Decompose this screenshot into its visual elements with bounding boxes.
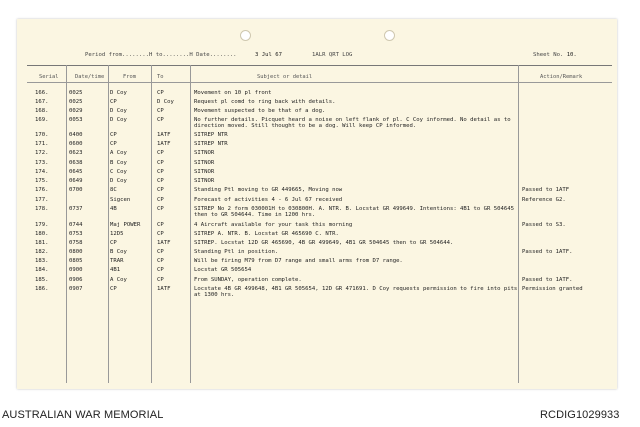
cell-from: 8C	[110, 187, 117, 193]
cell-serial: 169.	[35, 117, 49, 123]
cell-subject: SITREP. Locstat 12D GR 465690, 4B GR 499649, 4B1 GR 504645 then to GR 504644.	[194, 240, 454, 246]
col-date-time: Date/time	[75, 74, 105, 80]
cell-from: C Coy	[110, 169, 127, 175]
cell-date-time: 0744	[69, 222, 83, 228]
cell-date-time: 0900	[69, 267, 83, 273]
cell-from: CP	[110, 141, 117, 147]
cell-subject: SITNOR	[194, 178, 215, 184]
period-line	[85, 52, 237, 58]
cell-serial: 183.	[35, 258, 49, 264]
cell-subject: SITREP No 2 form 030001H to 030800H. A. NTR. B. Locstat GR 499649. Intentions: 4B1 to GR 504645 then to GR 504644. Time in 1200 hrs.	[194, 206, 514, 219]
cell-serial: 180.	[35, 231, 49, 237]
cell-subject: Standing Ptl in position.	[194, 249, 279, 255]
cell-serial: 177.	[35, 197, 49, 203]
cell-subject: SITNOR	[194, 169, 215, 175]
cell-subject: Will be firing M79 from D7 range and small arms from D7 range.	[194, 258, 403, 264]
cell-date-time: 0029	[69, 108, 83, 114]
cell-to: CP	[157, 150, 164, 156]
cell-to: CP	[157, 90, 164, 96]
cell-date-time: 0907	[69, 286, 83, 292]
cell-subject: Movement on 10 pl front	[194, 90, 272, 96]
cell-serial: 173.	[35, 160, 49, 166]
cell-to: CP	[157, 108, 164, 114]
table-row	[17, 206, 617, 219]
cell-to: CP	[157, 187, 164, 193]
cell-from: D Coy	[110, 90, 127, 96]
cell-to: CP	[157, 222, 164, 228]
cell-date-time: 0600	[69, 141, 83, 147]
cell-from: 4B1	[110, 267, 121, 273]
cell-subject: Request pl comd to ring back with details.	[194, 99, 336, 105]
cell-from: A Coy	[110, 150, 127, 156]
col-to: To	[157, 74, 164, 80]
cell-serial: 178.	[35, 206, 49, 212]
table-row	[17, 286, 617, 299]
cell-serial: 186.	[35, 286, 49, 292]
col-action: Action/Remark	[540, 74, 583, 80]
cell-serial: 181.	[35, 240, 49, 246]
cell-to: 1ATF	[157, 240, 171, 246]
footer-source: AUSTRALIAN WAR MEMORIAL	[2, 409, 164, 421]
cell-date-time: 0053	[69, 117, 83, 123]
cell-from: CP	[110, 286, 117, 292]
cell-serial: 176.	[35, 187, 49, 193]
cell-serial: 179.	[35, 222, 49, 228]
cell-from: B Coy	[110, 160, 127, 166]
cell-date-time: 0025	[69, 90, 83, 96]
cell-subject: No further details. Picquet heard a noise on left flank of pl. C Coy informed. No detail as to direction moved. Still thought to be a dog. Will keep CP informed.	[194, 117, 511, 130]
cell-date-time: 0649	[69, 178, 83, 184]
cell-from: TRAR	[110, 258, 124, 264]
cell-from: D Coy	[110, 117, 127, 123]
cell-action: Passed to 1ATF.	[522, 249, 573, 255]
cell-serial: 171.	[35, 141, 49, 147]
cell-subject: Locstate 4B GR 499648, 4B1 GR 505654, 12D GR 471691. D Coy requests permission to fire into pits at 1300 hrs.	[194, 286, 518, 299]
cell-serial: 168.	[35, 108, 49, 114]
table-row	[17, 267, 617, 277]
cell-serial: 174.	[35, 169, 49, 175]
footer-id: RCDIG1029933	[540, 409, 620, 421]
cell-serial: 184.	[35, 267, 49, 273]
cell-to: CP	[157, 206, 164, 212]
punch-hole	[384, 30, 395, 41]
cell-date-time: 0758	[69, 240, 83, 246]
punch-hole	[240, 30, 251, 41]
cell-to: D Coy	[157, 99, 174, 105]
cell-to: CP	[157, 197, 164, 203]
col-from: From	[123, 74, 136, 80]
cell-to: CP	[157, 231, 164, 237]
cell-from: CP	[110, 132, 117, 138]
cell-from: 4B	[110, 206, 117, 212]
cell-from: A Coy	[110, 277, 127, 283]
cell-from: Sigcen	[110, 197, 131, 203]
cell-to: 1ATF	[157, 132, 171, 138]
table-row	[17, 150, 617, 160]
cell-from: CP	[110, 240, 117, 246]
col-subject: Subject or detail	[257, 74, 313, 80]
cell-to: 1ATF	[157, 286, 171, 292]
cell-date-time: 0753	[69, 231, 83, 237]
cell-subject: SITREP NTR	[194, 141, 228, 147]
cell-to: CP	[157, 178, 164, 184]
cell-subject: Standing Ptl moving to GR 449665, Moving now	[194, 187, 343, 193]
table-row	[17, 187, 617, 197]
cell-to: CP	[157, 267, 164, 273]
cell-to: 1ATF	[157, 141, 171, 147]
header-rule	[27, 65, 612, 66]
cell-date-time: 0638	[69, 160, 83, 166]
cell-to: CP	[157, 249, 164, 255]
table-row	[17, 117, 617, 130]
cell-action: Passed to 1ATF.	[522, 277, 573, 283]
cell-subject: Locstat GR 505654	[194, 267, 252, 273]
cell-subject: SITREP A. NTR. B. Locstat GR 465690 C. NTR.	[194, 231, 339, 237]
cell-from: Maj POWER	[110, 222, 141, 228]
cell-from: CP	[110, 99, 117, 105]
column-rule	[27, 82, 612, 83]
cell-to: CP	[157, 277, 164, 283]
cell-serial: 185.	[35, 277, 49, 283]
cell-date-time: 0645	[69, 169, 83, 175]
cell-subject: Movement suspected to be that of a dog.	[194, 108, 326, 114]
cell-date-time: 0025	[69, 99, 83, 105]
cell-subject: SITREP NTR	[194, 132, 228, 138]
cell-action: Passed to S3.	[522, 222, 566, 228]
cell-serial: 182.	[35, 249, 49, 255]
cell-date-time: 0805	[69, 258, 83, 264]
cell-serial: 175.	[35, 178, 49, 184]
date-value: 3 Jul 67	[255, 52, 282, 58]
cell-date-time: 0906	[69, 277, 83, 283]
cell-serial: 170.	[35, 132, 49, 138]
cell-serial: 167.	[35, 99, 49, 105]
cell-to: CP	[157, 117, 164, 123]
period-label: Period from........H to........H Date........	[85, 52, 237, 58]
cell-date-time: 0800	[69, 249, 83, 255]
unit-name: 1ALR QRT LOG	[312, 52, 353, 58]
cell-to: CP	[157, 169, 164, 175]
cell-to: CP	[157, 258, 164, 264]
log-sheet	[17, 19, 617, 389]
cell-serial: 166.	[35, 90, 49, 96]
cell-subject: Forecast of activities 4 - 6 Jul 67 received	[194, 197, 343, 203]
cell-date-time: 0700	[69, 187, 83, 193]
cell-date-time: 0400	[69, 132, 83, 138]
cell-serial: 172.	[35, 150, 49, 156]
cell-subject: SITNOR	[194, 150, 215, 156]
cell-action: Reference G2.	[522, 197, 566, 203]
cell-from: 12D5	[110, 231, 124, 237]
cell-to: CP	[157, 160, 164, 166]
cell-from: D Coy	[110, 178, 127, 184]
cell-from: D Coy	[110, 108, 127, 114]
cell-subject: 4 Aircraft available for your task this morning	[194, 222, 353, 228]
col-serial: Serial	[39, 74, 59, 80]
cell-action: Passed to 1ATF	[522, 187, 570, 193]
cell-from: B Coy	[110, 249, 127, 255]
cell-subject: From SUNDAY, operation complete.	[194, 277, 302, 283]
cell-action: Permission granted	[522, 286, 583, 292]
sheet-number: Sheet No. 10.	[533, 52, 577, 58]
cell-date-time: 0623	[69, 150, 83, 156]
cell-subject: SITNOR	[194, 160, 215, 166]
cell-date-time: 0737	[69, 206, 83, 212]
